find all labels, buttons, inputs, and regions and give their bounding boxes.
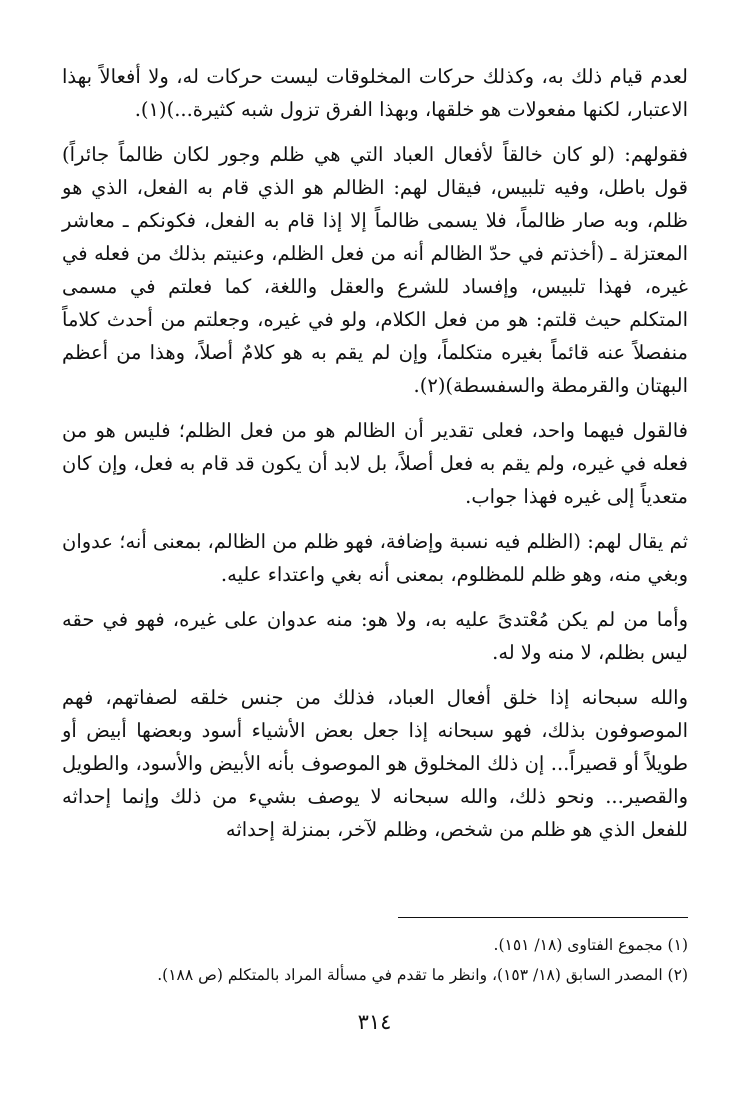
paragraph-5: وأما من لم يكن مُعْتدىً عليه به، ولا هو: منه عدوان على غيره، فهو في حقه ليس بظلم، لا منه ولا له. [62,608,688,664]
paragraph-1: لعدم قيام ذلك به، وكذلك حركات المخلوقات ليست حركات له، ولا أفعالاً بهذا الاعتبار، لكنها مفعولات هو خلقها، وبهذا الفرق تزول شبه كثيرة...)(١). [62,65,688,121]
footnote-separator [398,917,688,918]
page-number: ٣١٤ [357,1010,392,1034]
paragraph-4: ثم يقال لهم: (الظلم فيه نسبة وإضافة، فهو ظلم من الظالم، بمعنى أنه؛ عدوان وبغي منه، وهو ظلم للمظلوم، بمعنى أنه بغي واعتداء عليه. [62,530,688,586]
paragraph-2: فقولهم: (لو كان خالقاً لأفعال العباد التي هي ظلم وجور لكان ظالماً جائراً) قول باطل، وفيه تلبيس، فيقال لهم: الظالم هو الذي قام به الفعل، الذي هو ظلم، وبه صار ظالماً، فلا يسمى ظالماً إلا إذا قام به الفعل، فكونكم ـ معاشر المعتزلة ـ (أخذتم في حدّ الظالم أنه من فعل الظلم، وعنيتم بذلك من فعله في غيره، فهذا تلبيس، وإفساد للشرع والعقل واللغة، كما فعلتم في مسمى المتكلم حيث قلتم: هو من فعل الكلام، ولو في غيره، وجعلتم من أحدث كلاماً منفصلاً عنه قائماً بغيره متكلماً، وإن لم يقم به هو كلامٌ أصلاً، وهذا من أعظم البهتان والقرمطة والسفسطة)(٢). [62,143,688,397]
paragraph-3: فالقول فيهما واحد، فعلى تقدير أن الظالم هو من فعل الظلم؛ فليس هو من فعله في غيره، ولم يقم به فعل أصلاً، بل لابد أن يكون قد قام به فعل، وإن كان متعدياً إلى غيره فهذا جواب. [62,419,688,508]
footnote-2: (٢) المصدر السابق (١٨/ ١٥٣)، وانظر ما تقدم في مسألة المراد بالمتكلم (ص ١٨٨). [157,966,688,984]
footnote-1: (١) مجموع الفتاوى (١٨/ ١٥١). [493,936,688,954]
paragraph-6: والله سبحانه إذا خلق أفعال العباد، فذلك من جنس خلقه لصفاتهم، فهم الموصوفون بذلك، فهو سبحانه إذا جعل بعض الأشياء أسود وبعضها أبيض أو طويلاً أو قصيراً... إن ذلك المخلوق هو الموصوف بأنه الأبيض والأسود، والطويل والقصير... ونحو ذلك، والله سبحانه لا يوصف بشيء من ذلك وإنما إحداثه للفعل الذي هو ظلم من شخص، وظلم لآخر، بمنزلة إحداثه [62,686,688,841]
main-text [62,60,688,846]
footnotes [62,930,688,990]
